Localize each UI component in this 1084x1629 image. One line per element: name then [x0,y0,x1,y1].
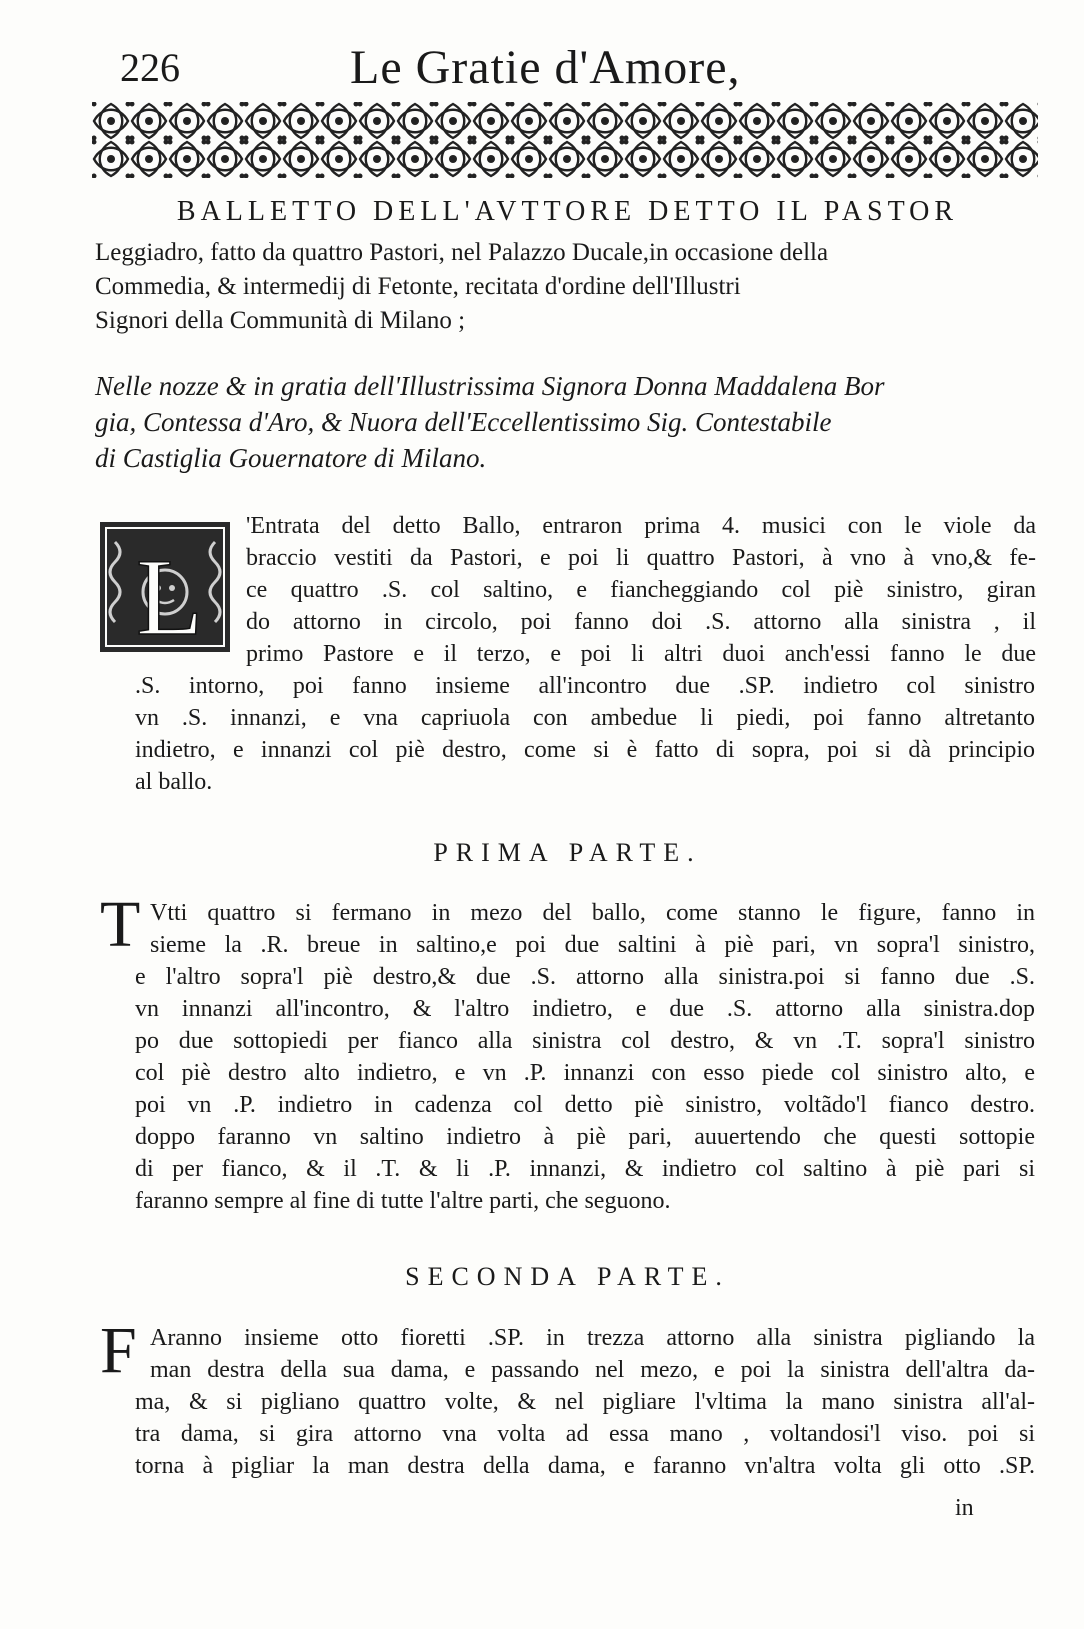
text-line: 'Entrata del detto Ballo, entraron prima 4. musici con le viole da [246,513,1036,539]
subheading-line: Signori della Communità di Milano ; [95,307,466,334]
text-line: doppo faranno vn saltino indietro à piè pari, auuertendo che questi sottopie [135,1124,1035,1150]
text-line: po due sottopiedi per fianco alla sinistra col destro, & vn .T. sopra'l sinistro [135,1028,1035,1054]
text-line: ce quattro .S. col saltino, e fiancheggiando col piè sinistro, giran [246,577,1036,603]
ornamental-initial-L [100,522,230,652]
text-line: tra dama, si gira attorno vna volta ad essa mano , voltandosi'l viso. poi si [135,1421,1035,1447]
text-line: col piè destro alto indietro, e vn .P. innanzi con esso piede col sinistro alto, e [135,1060,1035,1086]
text-line: e l'altro sopra'l piè destro,& due .S. attorno alla sinistra.poi si fanno due .S. [135,964,1035,990]
running-title: Le Gratie d'Amore, [350,41,741,94]
text-line: al ballo. [135,769,213,795]
subheading-line: Leggiadro, fatto da quattro Pastori, nel Palazzo Ducale,in occasione della [95,239,829,266]
title-subheading [95,236,1040,338]
text-line: man destra della sua dama, e passando nel mezo, e poi la sinistra dell'altra da- [150,1357,1035,1383]
dedication [95,368,1040,476]
text-line: di per fianco, & il .T. & li .P. innanzi, & indietro col saltino à piè pari si [135,1156,1035,1182]
dedication-line: gia, Contessa d'Aro, & Nuora dell'Eccellentissimo Sig. Contestabile [95,407,832,437]
section-title-seconda: SECONDA PARTE. [405,1262,730,1291]
text-line: vn .S. innanzi, e vna capriuola con ambedue li piedi, poi fanno altretanto [135,705,1035,731]
dedication-line: Nelle nozze & in gratia dell'Illustrissima Signora Donna Maddalena Bor [95,371,885,401]
section1-paragraph [135,961,1035,1217]
text-line: primo Pastore e il terzo, e poi li altri duoi anch'essi fanno le due [246,641,1036,667]
section2-paragraph [135,1386,1035,1482]
section2-paragraph-first [150,1322,1035,1386]
text-line: faranno sempre al fine di tutte l'altre parti, che seguono. [135,1188,671,1214]
text-line: braccio vestiti da Pastori, e poi li quattro Pastori, à vno à vno,& fe- [246,545,1036,571]
text-line: torna à pigliar la man destra della dama, e faranno vn'altra volta gli otto .SP. [135,1453,1035,1479]
text-line: Aranno insieme otto fioretti .SP. in trezza attorno alla sinistra pigliando la [150,1325,1035,1351]
text-line: vn innanzi all'incontro, & l'altro indietro, e due .S. attorno alla sinistra.dop [135,996,1035,1022]
title-heading: BALLETTO DELL'AVTTORE DETTO IL PASTOR [176,196,959,227]
text-line: .S. intorno, poi fanno insieme all'incontro due .SP. indietro col sinistro [135,673,1035,699]
text-line: poi vn .P. indietro in cadenza col detto piè sinistro, voltãdo'l fianco destro. [135,1092,1035,1118]
decorative-border [92,102,1038,178]
catchword: in [955,1495,974,1521]
intro-paragraph [135,670,1035,798]
running-head [120,40,1020,100]
subheading-line: Commedia, & intermedij di Fetonte, recitata d'ordine dell'Illustri [95,273,741,300]
dedication-line: di Castiglia Gouernatore di Milano. [95,443,487,473]
page-number: 226 [120,45,180,90]
initial-letter: L [136,536,204,652]
section-title-prima: PRIMA PARTE. [433,838,702,867]
text-line: Vtti quattro si fermano in mezo del ballo, come stanno le figure, fanno in [150,900,1035,926]
drop-cap-T: T [100,888,141,961]
intro-paragraph-indented [246,510,1036,670]
section1-paragraph-first [150,897,1035,961]
text-line: sieme la .R. breue in saltino,e poi due saltini à piè pari, vn sopra'l sinistro, [150,932,1035,958]
text-line: indietro, e innanzi col piè destro, come si è fatto di sopra, poi si dà principio [135,737,1035,763]
text-line: ma, & si pigliano quattro volte, & nel pigliare l'vltima la mano sinistra all'al- [135,1389,1035,1415]
text-line: do attorno in circolo, poi fanno doi .S. attorno alla sinistra , il [246,609,1036,635]
drop-cap-F: F [100,1314,137,1387]
